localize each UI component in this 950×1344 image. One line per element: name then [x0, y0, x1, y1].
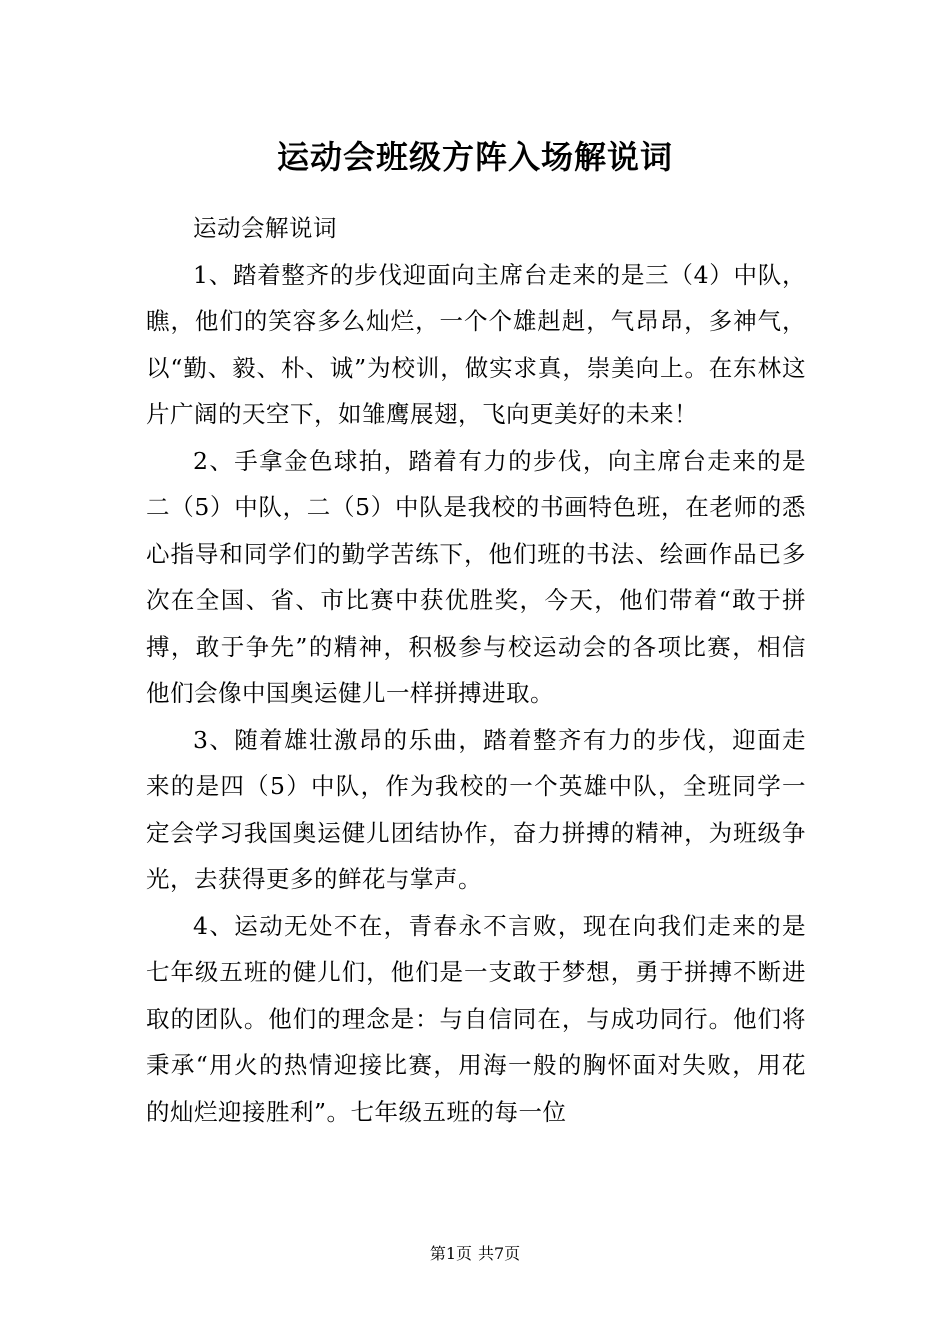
page-total: 共7页	[478, 1244, 521, 1263]
paragraph-heading: 运动会解说词	[193, 214, 337, 242]
document-body	[146, 205, 806, 1135]
paragraph-3: 3、随着雄壮激昂的乐曲，踏着整齐有力的步伐，迎面走来的是四（5）中队，作为我校的一个英雄中队，全班同学一定会学习我国奥运健儿团结协作，奋力拼搏的精神，为班级争光，去获得更多的鲜花与掌声。	[146, 725, 806, 893]
document-title: 运动会班级方阵入场解说词	[276, 138, 673, 176]
page-number: 第1页	[429, 1244, 472, 1263]
paragraph-4: 4、运动无处不在，青春永不言败，现在向我们走来的是七年级五班的健儿们，他们是一支敢于梦想，勇于拼搏不断进取的团队。他们的理念是：与自信同在，与成功同行。他们将秉承“用火的热情迎接比赛，用海一般的胸怀面对失败，用花的灿烂迎接胜利”。七年级五班的每一位	[146, 911, 806, 1126]
page-footer	[0, 1242, 950, 1266]
paragraph-1: 1、踏着整齐的步伐迎面向主席台走来的是三（4）中队，瞧，他们的笑容多么灿烂，一个个雄赳赳，气昂昂，多神气，以“勤、毅、朴、诚”为校训，做实求真，崇美向上。在东林这片广阔的天空下，如雏鹰展翅，飞向更美好的未来！	[146, 260, 806, 428]
paragraph-2: 2、手拿金色球拍，踏着有力的步伐，向主席台走来的是二（5）中队，二（5）中队是我校的书画特色班，在老师的悉心指导和同学们的勤学苦练下，他们班的书法、绘画作品已多次在全国、省、市比赛中获优胜奖，今天，他们带着“敢于拼搏，敢于争先”的精神，积极参与校运动会的各项比赛，相信他们会像中国奥运健儿一样拼搏进取。	[146, 446, 806, 707]
